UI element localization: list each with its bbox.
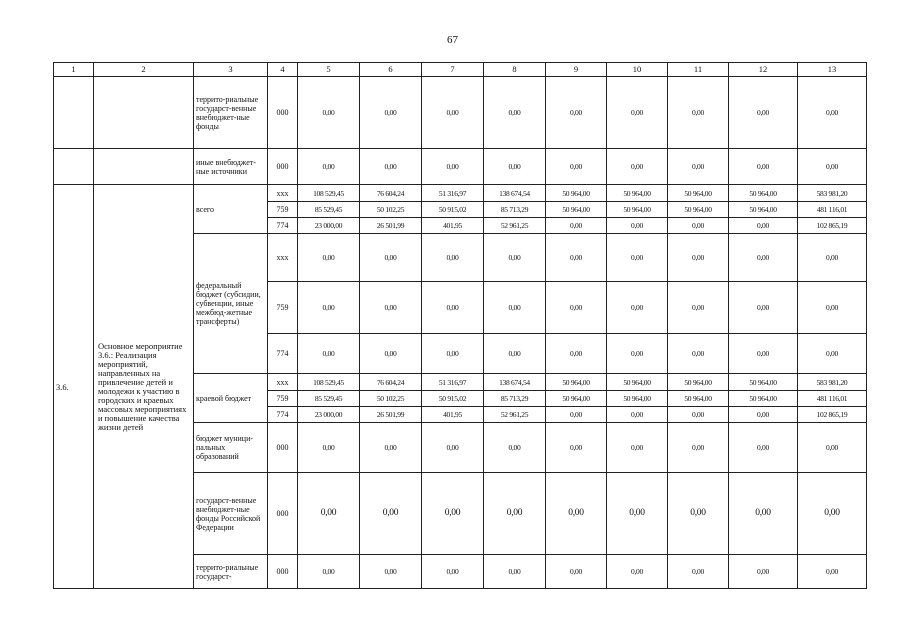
table-row [54,77,867,149]
value-cell: 0,00 [546,282,607,334]
value-cell: 50 964,00 [729,391,798,407]
value-cell: 0,00 [729,234,798,282]
value-cell: 50 964,00 [546,185,607,202]
column-header: 2 [94,63,194,77]
value-cell: 0,00 [607,407,668,423]
value-cell: 50 102,25 [360,202,422,218]
value-cell: 0,00 [729,423,798,473]
funding-source: всего [194,185,268,234]
value-cell: 0,00 [668,149,729,185]
value-cell: 0,00 [668,77,729,149]
value-cell: 0,00 [798,234,867,282]
column-header: 6 [360,63,422,77]
column-header: 11 [668,63,729,77]
value-cell: 26 501,99 [360,218,422,234]
value-cell: 0,00 [729,282,798,334]
empty-cell [94,149,194,185]
value-cell: 50 964,00 [607,374,668,391]
value-cell: 0,00 [546,555,607,589]
value-cell: 102 865,19 [798,218,867,234]
value-cell: 0,00 [729,407,798,423]
row-number: 3.6. [54,185,94,589]
value-cell: 0,00 [484,77,546,149]
value-cell: 0,00 [607,473,668,555]
value-cell: 50 915,02 [422,391,484,407]
value-cell: 0,00 [546,77,607,149]
value-cell: 76 604,24 [360,374,422,391]
value-cell: 0,00 [298,423,360,473]
code-cell: 000 [268,423,298,473]
value-cell: 481 116,01 [798,391,867,407]
column-header: 3 [194,63,268,77]
column-header: 9 [546,63,607,77]
value-cell: 0,00 [607,555,668,589]
value-cell: 0,00 [298,234,360,282]
funding-source: государст-венные внебюджет-ные фонды Российской Федерации [194,473,268,555]
value-cell: 0,00 [668,555,729,589]
value-cell: 23 000,00 [298,407,360,423]
funding-source: иные внебюджет-ные источники [194,149,268,185]
column-header: 5 [298,63,360,77]
value-cell: 50 964,00 [607,391,668,407]
value-cell: 85 529,45 [298,391,360,407]
value-cell: 23 000,00 [298,218,360,234]
value-cell: 85 529,45 [298,202,360,218]
value-cell: 0,00 [422,77,484,149]
value-cell: 76 604,24 [360,185,422,202]
code-cell: 759 [268,202,298,218]
value-cell: 0,00 [298,77,360,149]
page-number: 67 [447,34,458,46]
funding-source: бюджет муници-пальных образований [194,423,268,473]
value-cell: 0,00 [607,234,668,282]
funding-source: краевой бюджет [194,374,268,423]
funding-source: террито-риальные государст-венные внебюджет-ные фонды [194,77,268,149]
column-header: 12 [729,63,798,77]
value-cell: 0,00 [798,423,867,473]
column-header: 8 [484,63,546,77]
code-cell: 000 [268,149,298,185]
column-header: 1 [54,63,94,77]
value-cell: 0,00 [422,555,484,589]
column-header: 13 [798,63,867,77]
code-cell: 000 [268,473,298,555]
value-cell: 0,00 [729,218,798,234]
value-cell: 0,00 [546,407,607,423]
activity-description: Основное мероприятие 3.6.: Реализация мероприятий, направленных на привлечение детей и молодежи к участию в городских и краевых массовых мероприятиях и повышение качества жизни детей [94,185,194,589]
column-header: 4 [268,63,298,77]
funding-source: террито-риальные государст- [194,555,268,589]
code-cell: xxx [268,185,298,202]
value-cell: 0,00 [422,149,484,185]
column-header: 10 [607,63,668,77]
empty-cell [54,149,94,185]
value-cell: 51 316,97 [422,185,484,202]
value-cell: 0,00 [360,149,422,185]
value-cell: 0,00 [668,282,729,334]
value-cell: 0,00 [422,334,484,374]
value-cell: 0,00 [360,77,422,149]
code-cell: 774 [268,407,298,423]
table-row [54,149,867,185]
value-cell: 0,00 [668,334,729,374]
value-cell: 0,00 [798,282,867,334]
value-cell: 52 961,25 [484,218,546,234]
value-cell: 0,00 [546,473,607,555]
value-cell: 0,00 [668,234,729,282]
value-cell: 0,00 [729,149,798,185]
value-cell: 0,00 [484,282,546,334]
column-header: 7 [422,63,484,77]
value-cell: 0,00 [422,423,484,473]
value-cell: 85 713,29 [484,391,546,407]
value-cell: 0,00 [360,473,422,555]
value-cell: 50 915,02 [422,202,484,218]
value-cell: 0,00 [360,334,422,374]
code-cell: 759 [268,282,298,334]
code-cell: 000 [268,77,298,149]
value-cell: 50 964,00 [546,202,607,218]
value-cell: 0,00 [729,77,798,149]
value-cell: 50 964,00 [668,202,729,218]
code-cell: xxx [268,234,298,282]
value-cell: 50 964,00 [546,391,607,407]
value-cell: 0,00 [484,149,546,185]
value-cell: 108 529,45 [298,374,360,391]
budget-table [53,62,867,589]
code-cell: xxx [268,374,298,391]
value-cell: 85 713,29 [484,202,546,218]
value-cell: 0,00 [298,555,360,589]
value-cell: 51 316,97 [422,374,484,391]
value-cell: 50 964,00 [668,391,729,407]
value-cell: 0,00 [546,218,607,234]
value-cell: 50 964,00 [607,202,668,218]
value-cell: 0,00 [668,473,729,555]
value-cell: 0,00 [798,149,867,185]
value-cell: 0,00 [422,282,484,334]
value-cell: 0,00 [798,555,867,589]
value-cell: 0,00 [546,334,607,374]
value-cell: 0,00 [298,282,360,334]
value-cell: 0,00 [607,423,668,473]
value-cell: 0,00 [298,149,360,185]
code-cell: 759 [268,391,298,407]
value-cell: 102 865,19 [798,407,867,423]
value-cell: 0,00 [798,334,867,374]
value-cell: 0,00 [484,234,546,282]
value-cell: 0,00 [798,77,867,149]
value-cell: 0,00 [484,334,546,374]
value-cell: 108 529,45 [298,185,360,202]
value-cell: 0,00 [422,234,484,282]
value-cell: 0,00 [360,234,422,282]
value-cell: 0,00 [729,473,798,555]
value-cell: 0,00 [607,282,668,334]
value-cell: 0,00 [607,218,668,234]
value-cell: 0,00 [607,77,668,149]
value-cell: 0,00 [360,282,422,334]
value-cell: 52 961,25 [484,407,546,423]
code-cell: 774 [268,218,298,234]
value-cell: 138 674,54 [484,185,546,202]
value-cell: 50 964,00 [607,185,668,202]
value-cell: 401,95 [422,218,484,234]
value-cell: 0,00 [607,334,668,374]
value-cell: 50 964,00 [729,185,798,202]
value-cell: 50 964,00 [668,374,729,391]
value-cell: 26 501,99 [360,407,422,423]
value-cell: 138 674,54 [484,374,546,391]
table-row [54,185,867,202]
value-cell: 0,00 [729,555,798,589]
value-cell: 0,00 [668,218,729,234]
value-cell: 583 981,20 [798,374,867,391]
value-cell: 0,00 [484,555,546,589]
value-cell: 50 102,25 [360,391,422,407]
value-cell: 0,00 [484,423,546,473]
value-cell: 0,00 [484,473,546,555]
value-cell: 0,00 [298,473,360,555]
value-cell: 0,00 [729,334,798,374]
empty-cell [94,77,194,149]
value-cell: 0,00 [546,234,607,282]
value-cell: 0,00 [607,149,668,185]
value-cell: 0,00 [668,407,729,423]
value-cell: 583 981,20 [798,185,867,202]
header-row [54,63,867,77]
value-cell: 50 964,00 [729,202,798,218]
code-cell: 774 [268,334,298,374]
value-cell: 0,00 [546,423,607,473]
code-cell: 000 [268,555,298,589]
value-cell: 0,00 [298,334,360,374]
value-cell: 50 964,00 [546,374,607,391]
value-cell: 0,00 [546,149,607,185]
value-cell: 0,00 [360,423,422,473]
value-cell: 50 964,00 [668,185,729,202]
value-cell: 481 116,01 [798,202,867,218]
value-cell: 401,95 [422,407,484,423]
value-cell: 0,00 [422,473,484,555]
value-cell: 0,00 [798,473,867,555]
value-cell: 0,00 [668,423,729,473]
value-cell: 50 964,00 [729,374,798,391]
funding-source: федеральный бюджет (субсидии, субвенции, иные межбюд-жетные трансферты) [194,234,268,374]
value-cell: 0,00 [360,555,422,589]
empty-cell [54,77,94,149]
